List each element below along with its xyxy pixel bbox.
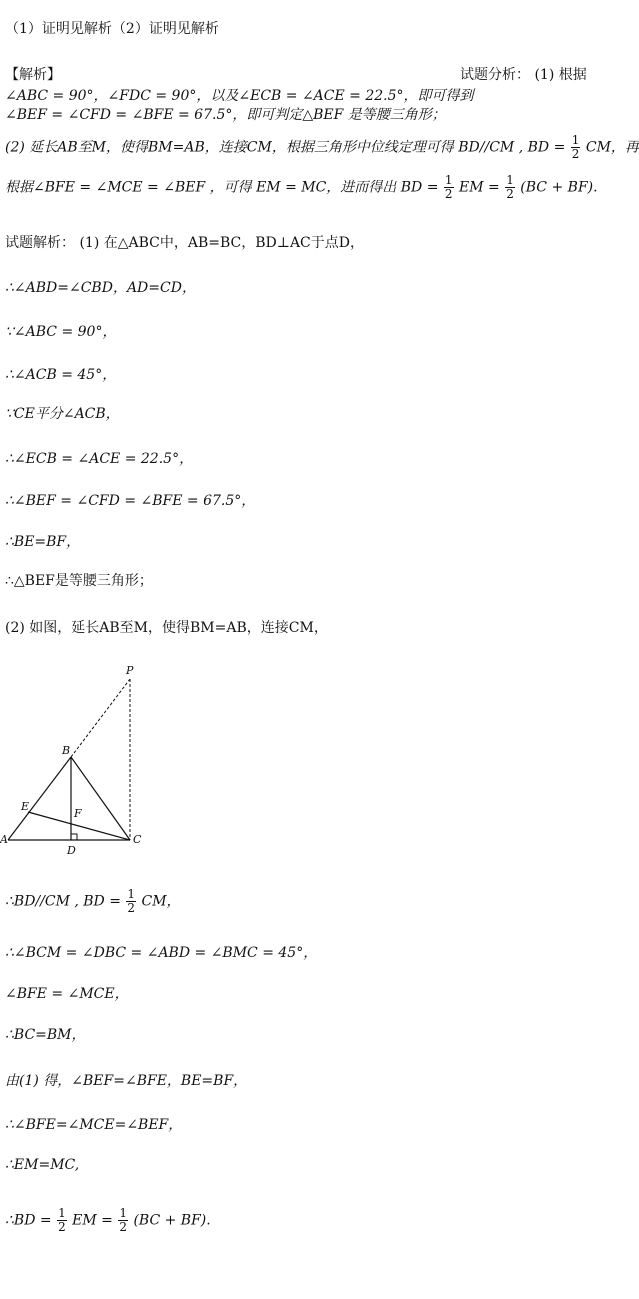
final-text-b: EM = — [72, 1212, 113, 1229]
fraction-numerator: 1 — [119, 1206, 127, 1220]
solution-label: 试题解析： — [5, 235, 75, 251]
fraction-one-half — [57, 1207, 67, 1234]
hint-part2-text-e: (BC + BF). — [520, 179, 598, 196]
fraction-one-half — [118, 1207, 128, 1234]
fraction-denominator: 2 — [119, 1220, 127, 1234]
fraction-numerator: 1 — [127, 887, 136, 901]
hint-part1-line2: ∠BEF = ∠CFD = ∠BFE = 67.5°，即可判定△BEF 是等腰三角形； — [5, 107, 446, 123]
solution-final — [5, 1207, 211, 1234]
fraction-numerator: 1 — [506, 173, 514, 187]
fraction-one-half — [126, 888, 136, 915]
final-text-a: ∴BD = — [5, 1212, 52, 1229]
analysis-tag: 【解析】 — [5, 67, 61, 83]
fraction-denominator: 2 — [127, 901, 136, 915]
solution-step: ∴∠BCM = ∠DBC = ∠ABD = ∠BMC = 45°， — [5, 945, 318, 961]
part1-intro-text: (1) 在△ABC中，AB=BC，BD⊥AC于点D， — [79, 235, 364, 251]
solution-step: ∠BFE = ∠MCE， — [5, 986, 129, 1002]
segment-bc — [71, 757, 130, 840]
fraction-denominator: 2 — [58, 1220, 66, 1234]
fraction-one-half — [571, 134, 581, 161]
hint-label: 试题分析： — [460, 67, 530, 83]
hint-part2-text-b: CM，再 — [585, 139, 639, 156]
solution-part2-intro: (2) 如图，延长AB至M，使得BM=AB，连接CM， — [5, 620, 328, 636]
fraction-numerator: 1 — [571, 133, 580, 147]
solution-step-bd-cm — [5, 888, 181, 915]
label-c: C — [133, 833, 142, 846]
solution-step: ∴∠ABD=∠CBD，AD=CD， — [5, 280, 196, 296]
fraction-one-half — [505, 174, 515, 201]
hint-part1-label: (1) 根据 — [534, 67, 587, 83]
hint-part2-text-d: EM = — [459, 179, 500, 196]
label-b: B — [62, 744, 71, 757]
step-text: ∴BD//CM , BD = — [5, 893, 121, 910]
solution-step: ∴EM=MC, — [5, 1157, 80, 1173]
hint-part2-text-c: 根据∠BFE = ∠MCE = ∠BEF ，可得 EM = MC，进而得出 BD = — [5, 179, 439, 196]
step-text: CM， — [141, 893, 181, 910]
right-angle-mark — [71, 834, 77, 840]
segment-bp-dashed — [71, 679, 130, 757]
fraction-denominator: 2 — [571, 147, 580, 161]
label-f: F — [74, 807, 82, 820]
final-text-c: (BC + BF). — [133, 1212, 211, 1229]
solution-step: ∴BE=BF， — [5, 534, 81, 550]
hint-part2-text-a: (2) 延长AB至M，使得BM=AB，连接CM，根据三角形中位线定理可得 BD//CM , BD = — [5, 139, 566, 156]
solution-step: ∵∠ABC = 90°， — [5, 324, 117, 340]
solution-step: 由(1) 得，∠BEF=∠BFE，BE=BF， — [5, 1073, 248, 1089]
fraction-denominator: 2 — [506, 187, 514, 201]
solution-step: ∴∠BFE=∠MCE=∠BEF， — [5, 1117, 183, 1133]
answer-summary: （1）证明见解析（2）证明见解析 — [5, 21, 219, 37]
fraction-denominator: 2 — [444, 187, 453, 201]
hint-part2-line2 — [5, 174, 598, 201]
fraction-one-half — [444, 174, 454, 201]
label-d: D — [67, 844, 76, 857]
label-a: A — [0, 833, 8, 846]
hint-part2-line1 — [5, 134, 639, 161]
label-p: P — [126, 664, 134, 677]
hint-part1-line1: ∠ABC = 90°，∠FDC = 90°，以及∠ECB = ∠ACE = 22.5°，即可得到 — [5, 88, 474, 104]
analysis-hint-label — [460, 66, 587, 84]
solution-step: ∴∠ECB = ∠ACE = 22.5°， — [5, 451, 194, 467]
label-e: E — [21, 800, 30, 813]
geometry-figure — [0, 660, 150, 860]
solution-step: ∴BC=BM， — [5, 1027, 86, 1043]
solution-part1-intro — [5, 234, 364, 252]
fraction-numerator: 1 — [58, 1206, 66, 1220]
solution-step: ∴△BEF是等腰三角形； — [5, 573, 153, 589]
segment-ab — [8, 757, 71, 840]
fraction-numerator: 1 — [444, 173, 453, 187]
solution-step: ∵CE平分∠ACB， — [5, 406, 120, 422]
solution-step: ∴∠ACB = 45°， — [5, 367, 117, 383]
solution-step: ∴∠BEF = ∠CFD = ∠BFE = 67.5°， — [5, 493, 256, 509]
